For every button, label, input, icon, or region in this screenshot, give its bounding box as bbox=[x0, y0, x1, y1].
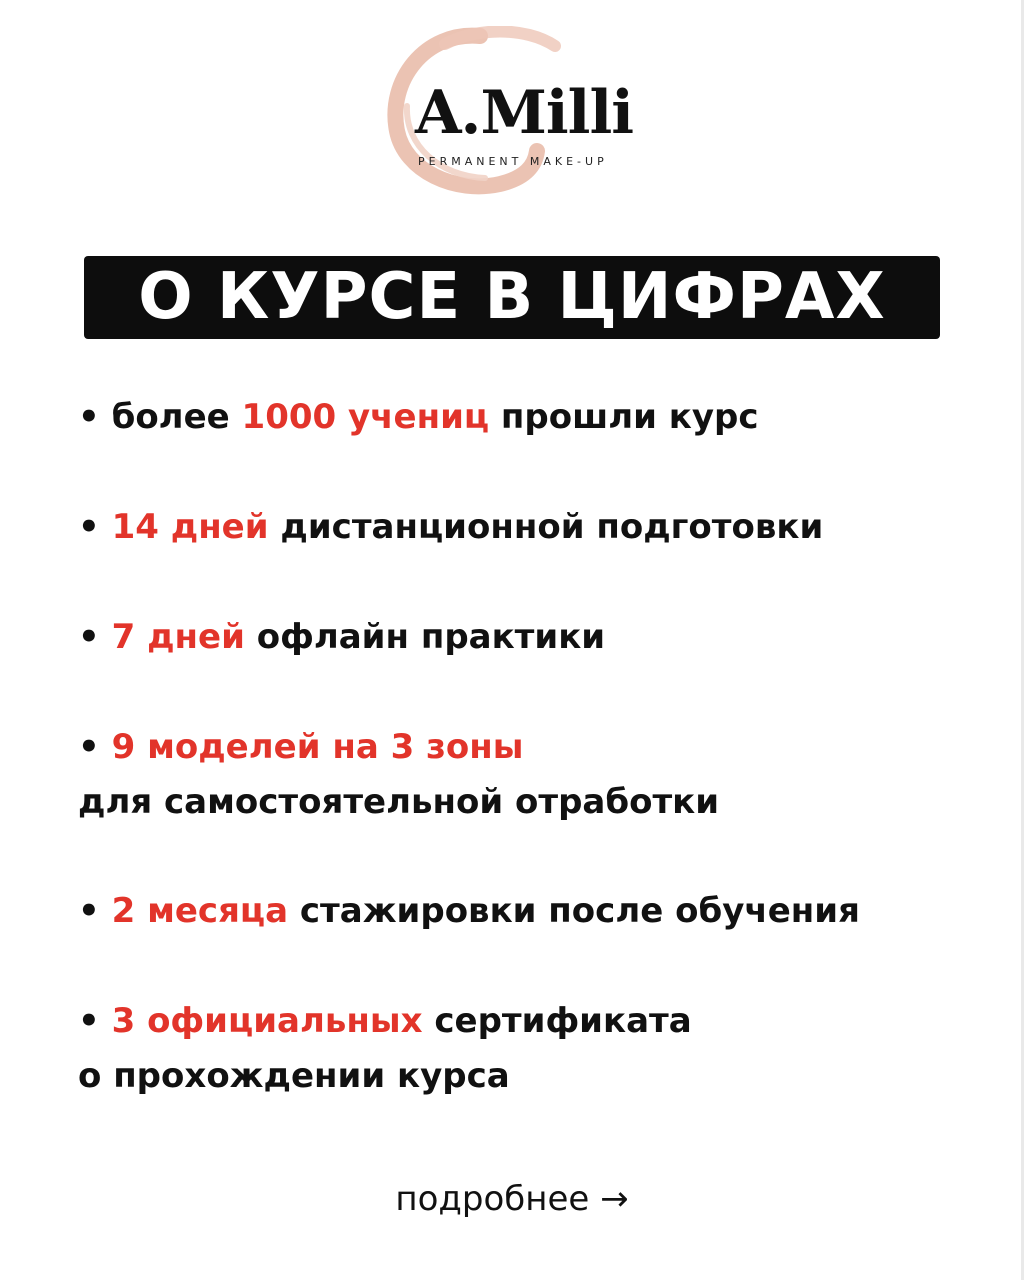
bullet: • bbox=[78, 891, 100, 931]
brand-logo bbox=[385, 26, 655, 196]
more-link[interactable]: подробнее → bbox=[395, 1179, 629, 1219]
page-title: О КУРСЕ В ЦИФРАХ bbox=[138, 260, 886, 334]
logo-tagline: PERMANENT MAKE-UP bbox=[418, 155, 608, 168]
stat-highlight: 9 моделей на 3 зоны bbox=[111, 727, 524, 767]
stat-highlight: 14 дней bbox=[111, 507, 269, 547]
bullet: • bbox=[78, 507, 100, 547]
stat-text: более bbox=[111, 397, 242, 437]
stat-item-models bbox=[78, 720, 719, 830]
stat-item-offline-days bbox=[78, 610, 605, 665]
bullet: • bbox=[78, 1001, 100, 1041]
stat-text: дистанционной подготовки bbox=[268, 507, 824, 547]
stat-item-remote-days bbox=[78, 500, 823, 555]
stat-highlight: 1000 учениц bbox=[241, 397, 490, 437]
bullet: • bbox=[78, 727, 100, 767]
stat-text: прошли курс bbox=[489, 397, 759, 437]
bullet: • bbox=[78, 617, 100, 657]
stat-item-students bbox=[78, 390, 759, 445]
stat-highlight: 2 месяца bbox=[111, 891, 289, 931]
stat-item-certificates bbox=[78, 994, 692, 1104]
bullet: • bbox=[78, 397, 100, 437]
stat-text: сертификата bbox=[422, 1001, 692, 1041]
stat-item-internship bbox=[78, 884, 860, 939]
stat-text-line2: о прохождении курса bbox=[78, 1056, 510, 1096]
title-banner bbox=[84, 256, 940, 339]
stat-text: стажировки после обучения bbox=[288, 891, 860, 931]
stat-text: офлайн практики bbox=[244, 617, 606, 657]
stat-text-line2: для самостоятельной отработки bbox=[78, 782, 720, 822]
stat-highlight: 3 официальных bbox=[111, 1001, 423, 1041]
stat-highlight: 7 дней bbox=[111, 617, 245, 657]
logo-name: A.Milli bbox=[415, 78, 634, 148]
